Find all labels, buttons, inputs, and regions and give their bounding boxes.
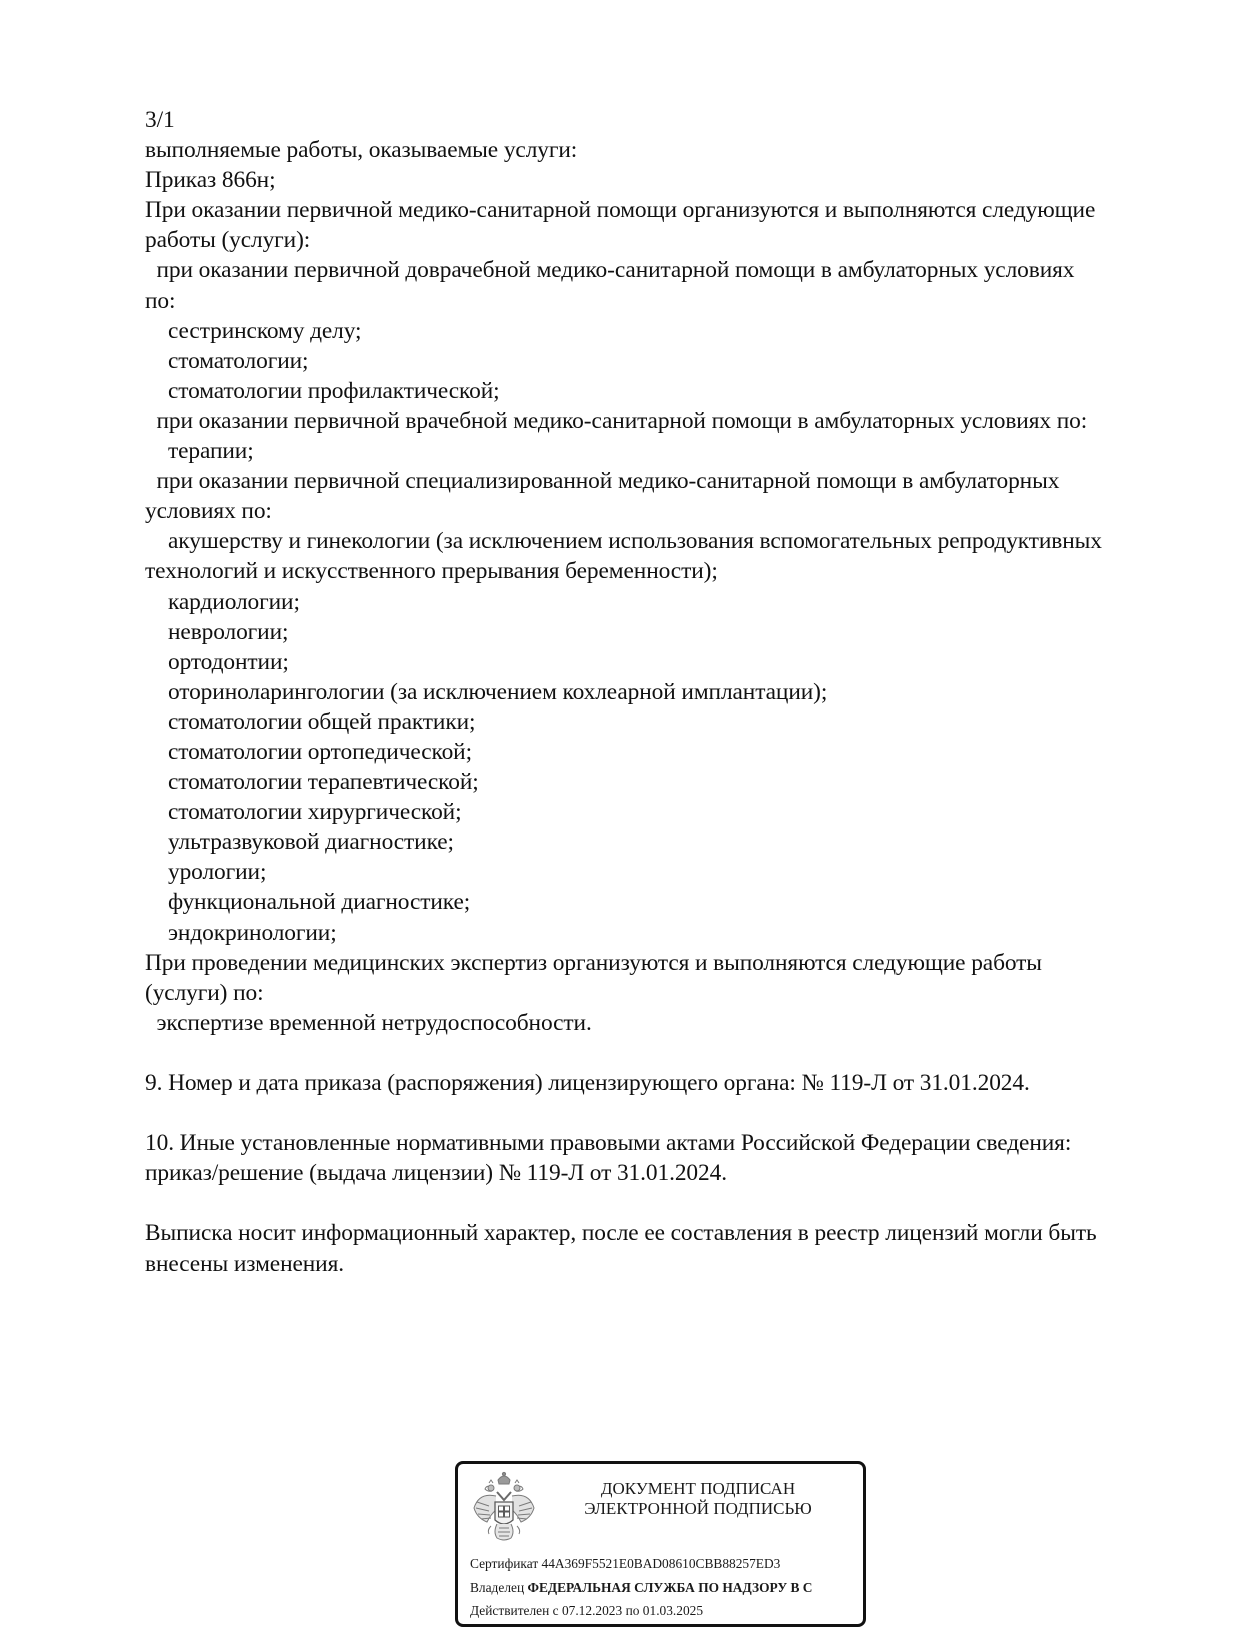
validity-row <box>470 1599 812 1623</box>
document-body <box>145 105 1205 1279</box>
document-line: неврологии; <box>145 618 289 645</box>
document-line: внесены изменения. <box>145 1250 345 1277</box>
document-line: ортодонтии; <box>145 648 289 675</box>
owner-value: ФЕДЕРАЛЬНАЯ СЛУЖБА ПО НАДЗОРУ В С <box>527 1579 813 1595</box>
document-line: при оказании первичной доврачебной медико-санитарной помощи в амбулаторных условиях <box>145 257 1075 284</box>
document-line: стоматологии общей практики; <box>145 708 476 735</box>
document-line: урологии; <box>145 859 267 886</box>
valid-from: 07.12.2023 <box>561 1603 623 1618</box>
document-line: При оказании первичной медико-санитарной помощи организуются и выполняются следующие <box>145 197 1096 224</box>
document-line: акушерству и гинекологии (за исключением использования вспомогательных репродуктивных <box>145 528 1102 555</box>
document-line: технологий и искусственного прерывания беременности); <box>145 558 718 585</box>
stamp-certificate-info <box>470 1552 812 1623</box>
document-line: экспертизе временной нетрудоспособности. <box>145 1009 592 1036</box>
stamp-title-line1: ДОКУМЕНТ ПОДПИСАН <box>600 1479 796 1498</box>
document-line: условиях по: <box>145 498 272 525</box>
document-line: функциональной диагностике; <box>145 889 471 916</box>
document-line: стоматологии ортопедической; <box>145 738 472 765</box>
document-line: работы (услуги): <box>145 227 311 254</box>
document-line: терапии; <box>145 438 254 465</box>
certificate-label: Сертификат <box>470 1556 539 1571</box>
owner-row <box>470 1576 812 1600</box>
document-line: выполняемые работы, оказываемые услуги: <box>145 137 578 164</box>
document-line: стоматологии профилактической; <box>145 377 500 404</box>
document-lines <box>145 135 1205 1279</box>
document-line: Приказ 866н; <box>145 167 276 194</box>
validity-to-label: по <box>625 1603 640 1618</box>
document-line: кардиологии; <box>145 588 300 615</box>
valid-to: 01.03.2025 <box>642 1603 704 1618</box>
certificate-row <box>470 1552 812 1576</box>
document-line: оториноларингологии (за исключением кохлеарной имплантации); <box>145 678 828 705</box>
certificate-value: 44A369F5521E0BAD08610CBB88257ED3 <box>541 1556 781 1571</box>
document-line: сестринскому делу; <box>145 317 362 344</box>
stamp-title <box>548 1479 848 1519</box>
document-line <box>145 1038 1205 1068</box>
document-line: 9. Номер и дата приказа (распоряжения) лицензирующего органа: № 119-Л от 31.01.2024. <box>145 1070 1030 1096</box>
document-line: (услуги) по: <box>145 979 264 1006</box>
document-line <box>145 1188 1205 1218</box>
document-line: при оказании первичной специализированной медико-санитарной помощи в амбулаторных <box>145 468 1060 495</box>
document-line: ультразвуковой диагностике; <box>145 829 454 856</box>
document-line: При проведении медицинских экспертиз организуются и выполняются следующие работы <box>145 949 1042 976</box>
owner-label: Владелец <box>470 1579 525 1595</box>
document-line: 10. Иные установленные нормативными правовыми актами Российской Федерации сведения: <box>145 1130 1072 1157</box>
electronic-signature-stamp <box>455 1461 866 1627</box>
document-line: при оказании первичной врачебной медико-санитарной помощи в амбулаторных условиях по: <box>145 407 1088 434</box>
document-line: стоматологии; <box>145 347 309 374</box>
document-line: Выписка носит информационный характер, после ее составления в реестр лицензий могли быть <box>145 1220 1097 1247</box>
page-number: 3/1 <box>145 107 175 133</box>
stamp-title-line2: ЭЛЕКТРОННОЙ ПОДПИСЬЮ <box>584 1499 812 1518</box>
document-line: стоматологии хирургической; <box>145 799 462 826</box>
document-line: по: <box>145 287 176 314</box>
document-line: эндокринологии; <box>145 919 337 946</box>
document-line: приказ/решение (выдача лицензии) № 119-Л от 31.01.2024. <box>145 1160 727 1187</box>
document-line <box>145 1098 1205 1128</box>
validity-label: Действителен с <box>470 1603 559 1618</box>
russian-coat-of-arms-emblem-icon <box>471 1470 537 1546</box>
document-line: стоматологии терапевтической; <box>145 769 479 796</box>
